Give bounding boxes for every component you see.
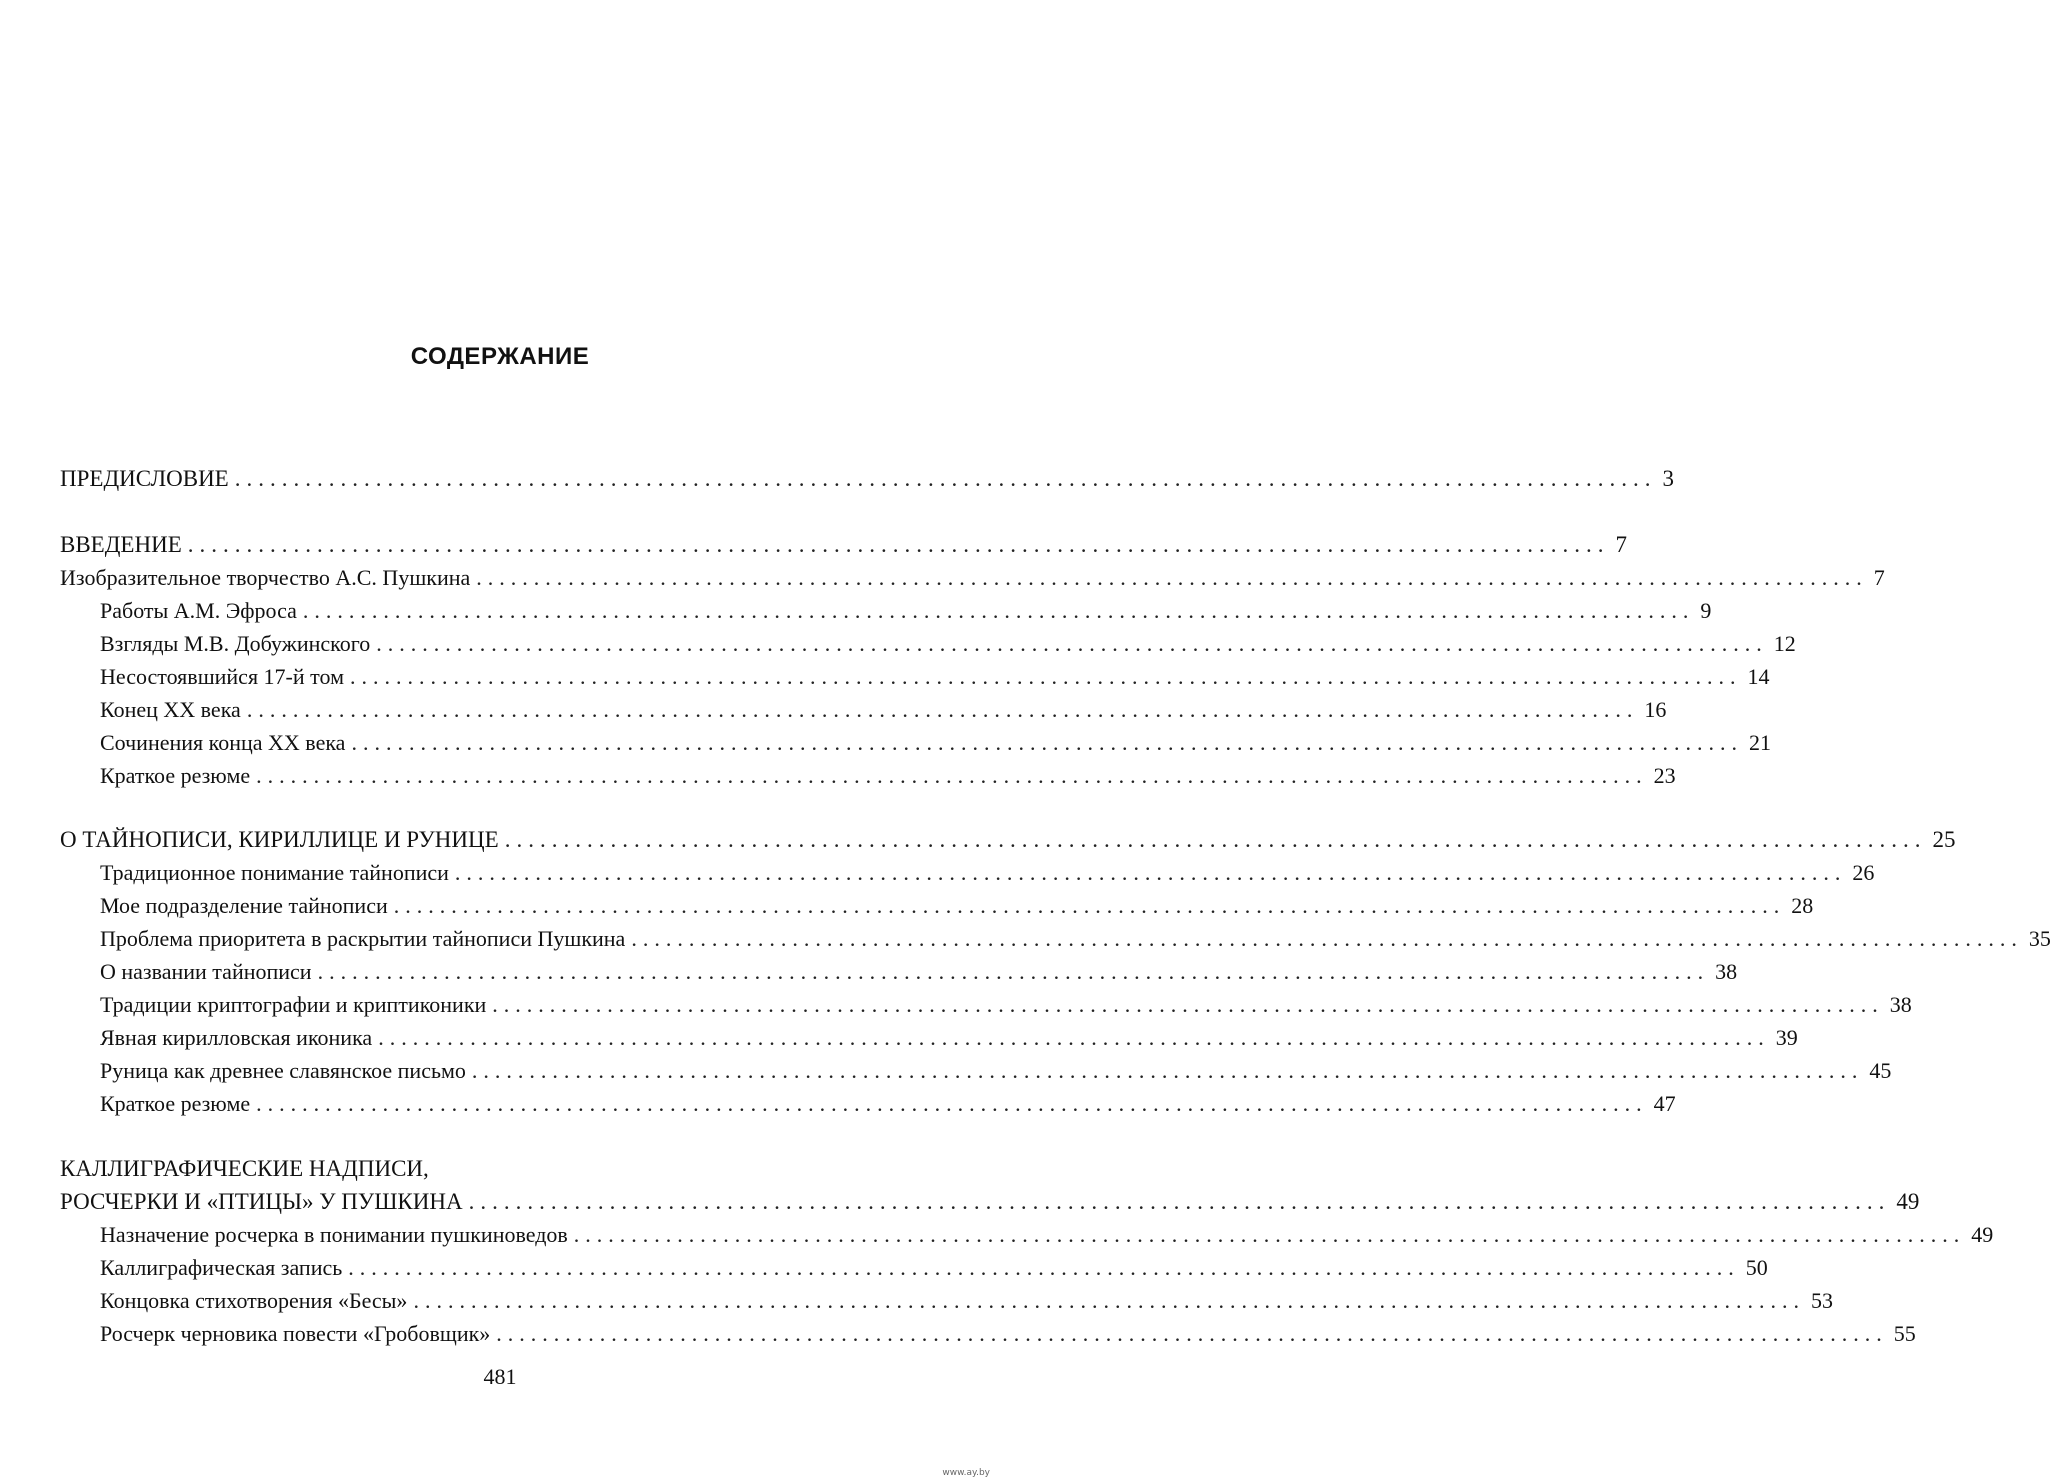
toc-entry-label: ПРЕДИСЛОВИЕ	[60, 466, 229, 491]
toc-entry-label: О названии тайнописи	[100, 959, 312, 984]
toc-entry-page: 47	[1653, 1091, 1676, 1116]
page-number: 481	[483, 1364, 517, 1389]
toc-entry-page: 21	[1748, 730, 1771, 755]
toc-entry-page: 55	[1893, 1321, 1916, 1346]
leader-dots: .........................................................................................................................	[187, 532, 1610, 557]
leader-dots: .........................................................................................................................	[234, 466, 1657, 491]
toc-entry-label: Взгляды М.В. Добужинского	[100, 631, 371, 656]
toc-entry-label: Явная кирилловская иконика	[100, 1025, 373, 1050]
toc-entry-label: Назначение росчерка в понимании пушкиноведов	[100, 1222, 568, 1247]
toc-subentry	[100, 922, 2051, 956]
toc-entry-page: 25	[1932, 827, 1956, 852]
leader-dots: .........................................................................................................................	[504, 827, 1927, 852]
leader-dots: .........................................................................................................................	[376, 631, 1768, 656]
toc-subentry	[100, 726, 1771, 760]
toc-entry-label: Традиции криптографии и криптиконики	[100, 992, 487, 1017]
toc-subentry	[100, 627, 1796, 661]
toc-entry-page: 38	[1889, 992, 1912, 1017]
toc-entry-calligraphy	[60, 1185, 1920, 1219]
toc-entry-label: Росчерк черновика повести «Гробовщик»	[100, 1321, 491, 1346]
toc-entry-page: 12	[1773, 631, 1796, 656]
toc-subentry	[100, 955, 1738, 989]
toc-entry-page: 45	[1869, 1058, 1892, 1083]
toc-subentry	[100, 660, 1770, 694]
leader-dots: .........................................................................................................................	[302, 598, 1695, 623]
toc-entry-label: ВВЕДЕНИЕ	[60, 532, 182, 557]
toc-entry	[60, 561, 1885, 595]
toc-entry-page: 35	[2028, 926, 2051, 951]
toc-entry-label: Концовка стихотворения «Бесы»	[100, 1288, 408, 1313]
toc-subentry	[100, 1251, 1768, 1285]
toc-entry-label: Конец XX века	[100, 697, 241, 722]
toc-subentry	[100, 759, 1676, 793]
toc-entry-foreword	[60, 462, 1674, 496]
leader-dots: .........................................................................................................................	[256, 1091, 1648, 1116]
toc-entry-page: 53	[1810, 1288, 1833, 1313]
toc-entry-label: Каллиграфическая запись	[100, 1255, 343, 1280]
leader-dots: .........................................................................................................................	[317, 959, 1710, 984]
toc-entry-label: Изобразительное творчество А.С. Пушкина	[60, 565, 471, 590]
leader-dots: .........................................................................................................................	[496, 1321, 1888, 1346]
toc-chapter-heading-line: КАЛЛИГРАФИЧЕСКИЕ НАДПИСИ,	[60, 1156, 429, 1181]
toc-entry-label: Руница как древнее славянское письмо	[100, 1058, 466, 1083]
toc-entry-page: 14	[1747, 664, 1770, 689]
leader-dots: .........................................................................................................................	[378, 1025, 1770, 1050]
toc-entry-label: Сочинения конца XX века	[100, 730, 346, 755]
toc-entry-page: 23	[1653, 763, 1676, 788]
toc-entry-page: 26	[1852, 860, 1875, 885]
toc-entry-page: 38	[1715, 959, 1738, 984]
toc-entry-page: 49	[1971, 1222, 1994, 1247]
toc-entry-page: 9	[1700, 598, 1712, 623]
toc-entry-page: 39	[1775, 1025, 1798, 1050]
toc-entry-page: 7	[1873, 565, 1885, 590]
watermark: www.ay.by	[942, 1468, 990, 1478]
leader-dots: .........................................................................................................................	[492, 992, 1884, 1017]
toc-entry-label: Традиционное понимание тайнописи	[100, 860, 449, 885]
toc-subentry	[100, 1054, 1892, 1088]
leader-dots: .........................................................................................................................	[454, 860, 1847, 885]
toc-subentry	[100, 856, 1875, 890]
toc-subentry	[100, 1317, 1916, 1351]
toc-subentry	[100, 1218, 1994, 1252]
toc-entry-label: Мое подразделение тайнописи	[100, 893, 388, 918]
leader-dots: .........................................................................................................................	[246, 697, 1639, 722]
toc-subentry	[100, 1087, 1676, 1121]
toc-subentry	[100, 889, 1814, 923]
leader-dots: .........................................................................................................................	[351, 730, 1743, 755]
leader-dots: .........................................................................................................................	[468, 1189, 1891, 1214]
leader-dots: .........................................................................................................................	[256, 763, 1648, 788]
toc-entry-label: Несостоявшийся 17-й том	[100, 664, 344, 689]
leader-dots: .........................................................................................................................	[413, 1288, 1805, 1313]
toc-entry-introduction	[60, 528, 1627, 562]
toc-entry-page: 3	[1662, 466, 1674, 491]
toc-entry-cryptography	[60, 823, 1956, 857]
toc-entry-page: 16	[1644, 697, 1667, 722]
toc-subentry	[100, 1021, 1798, 1055]
leader-dots: .........................................................................................................................	[393, 893, 1786, 918]
leader-dots: .........................................................................................................................	[476, 565, 1868, 590]
toc-entry-page: 7	[1615, 532, 1627, 557]
leader-dots: .........................................................................................................................	[350, 664, 1742, 689]
toc-entry-page: 28	[1791, 893, 1814, 918]
toc-entry-page: 50	[1745, 1255, 1768, 1280]
toc-entry-page: 49	[1896, 1189, 1920, 1214]
toc-subentry	[100, 988, 1912, 1022]
toc-subentry	[100, 594, 1712, 628]
leader-dots: .........................................................................................................................	[631, 926, 2023, 951]
leader-dots: .........................................................................................................................	[471, 1058, 1864, 1083]
toc-entry-label: Краткое резюме	[100, 1091, 251, 1116]
leader-dots: .........................................................................................................................	[573, 1222, 1966, 1247]
page-title: СОДЕРЖАНИЕ	[410, 343, 590, 370]
toc-subentry	[100, 693, 1667, 727]
toc-entry-label: Работы А.М. Эфроса	[100, 598, 297, 623]
toc-entry-label: Краткое резюме	[100, 763, 251, 788]
toc-entry-label: РОСЧЕРКИ И «ПТИЦЫ» У ПУШКИНА	[60, 1189, 463, 1214]
leader-dots: .........................................................................................................................	[348, 1255, 1740, 1280]
toc-entry-label: О ТАЙНОПИСИ, КИРИЛЛИЦЕ И РУНИЦЕ	[60, 827, 499, 852]
toc-entry-label: Проблема приоритета в раскрытии тайнописи Пушкина	[100, 926, 626, 951]
toc-subentry	[100, 1284, 1833, 1318]
